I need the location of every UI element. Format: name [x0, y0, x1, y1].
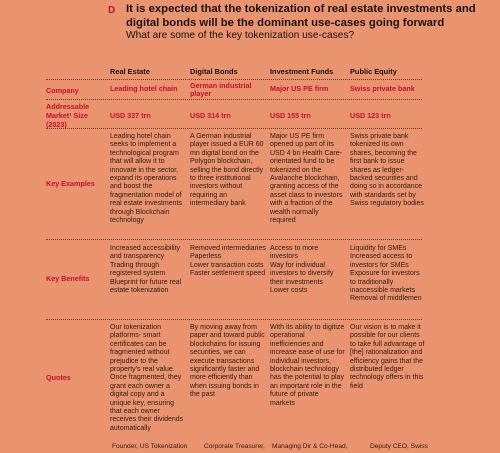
- company-investment-funds: Major US PE firm: [270, 84, 329, 93]
- benefits-real-estate: Increased accessibility and transparency Trading through registered system Blueprint for future real estate tokenization: [110, 245, 182, 295]
- divider: [46, 128, 422, 129]
- divider: [46, 79, 422, 80]
- quote-real-estate: Our tokenization platforms- smart certificates can be fragmented without prejudice to the property's real value. Once fragmented, they grant each owner a digital copy and a unique key, ensuring that each owner receives their dividends automatically: [110, 324, 184, 432]
- benefits-digital-bonds: Removed intermediaries Paperless Lower transaction costs Faster settlement speed: [190, 245, 266, 278]
- page-title: It is expected that the tokenization of real estate investments and digital bonds will be the dominant use-cases going forward: [126, 3, 476, 29]
- example-public-equity: Swiss private bank tokenized its own shares, becoming the first bank to issue shares as ledger-backed securities and doing so in accordance with standards set by Swiss regulatory bodies: [350, 133, 424, 208]
- example-investment-funds: Major US PE firm opened up part of its USD 4 bn Health Care-orientated fund to be tokenized on the Avalanche blockchain, granting access of the asset class to investors with a fraction of the wealth normally required: [270, 133, 343, 225]
- company-public-equity: Swiss private bank: [350, 84, 415, 93]
- quote-investment-funds: With its ability to digitize operational inefficiencies and increase ease of use for individual investors, blockchain technology has the potential to play an important role in the future of private markets: [270, 324, 345, 407]
- market-public-equity: USD 123 trn: [350, 111, 391, 120]
- example-digital-bonds: A German industrial player issued a EUR 60 mn digital bond on the Polygon blockchain, selling the bond directly to three institutional investors without requiring an intermediary bank: [190, 133, 264, 208]
- column-header-real-estate: Real Estate: [110, 67, 150, 76]
- benefits-public-equity: Liquidity for SMEs Increased access to investors for SMEs Exposure for investors to traditionally inaccessible markets Removal of middlemen: [350, 245, 422, 303]
- attribution-investment-funds: Managing Dir & Co-Head,: [272, 443, 348, 450]
- divider: [46, 319, 422, 320]
- market-investment-funds: USD 155 trn: [270, 111, 311, 120]
- quote-public-equity: Our vision is to make it possible for our clients to take full advantage of [the] rationalization and efficiency gains that the distributed ledger technology offers in this field: [350, 324, 425, 390]
- quote-digital-bonds: By moving away from paper and toward public blockchains for issuing securities, we can execute transactions significantly faster and more efficiently than when issuing bonds in the past: [190, 324, 265, 399]
- attribution-real-estate: Founder, US Tokenization: [112, 443, 188, 450]
- row-label-company: Company: [46, 86, 79, 95]
- column-header-digital-bonds: Digital Bonds: [190, 67, 238, 76]
- section-letter: D: [108, 5, 116, 16]
- row-label-market-size: Addressable Market¹ Size (2023): [46, 102, 90, 129]
- row-label-key-benefits: Key Benefits: [46, 274, 90, 283]
- divider: [46, 99, 422, 100]
- attribution-digital-bonds: Corporate Treasurer,: [204, 443, 265, 450]
- market-real-estate: USD 337 trn: [110, 111, 151, 120]
- market-digital-bonds: USD 314 trn: [190, 111, 231, 120]
- column-header-investment-funds: Investment Funds: [270, 67, 334, 76]
- row-label-quotes: Quotes: [46, 373, 71, 382]
- company-digital-bonds: German industrial player: [190, 81, 252, 99]
- benefits-investment-funds: Access to more investors Way for individual investors to diversify their investments Lower costs: [270, 245, 334, 295]
- row-label-key-examples: Key Examples: [46, 179, 95, 188]
- page-subtitle: What are some of the key tokenization use-cases?: [126, 30, 355, 41]
- attribution-public-equity: Deputy CEO, Swiss: [370, 443, 428, 450]
- company-real-estate: Leading hotel chain: [110, 84, 178, 93]
- example-real-estate: Leading hotel chain seeks to implement a technological program that will allow it to innovate in the sector, expand its operations and boost the fragmentation model of real estate investments through Blockchain technology: [110, 133, 182, 225]
- column-header-public-equity: Public Equity: [350, 67, 397, 76]
- divider: [46, 239, 422, 240]
